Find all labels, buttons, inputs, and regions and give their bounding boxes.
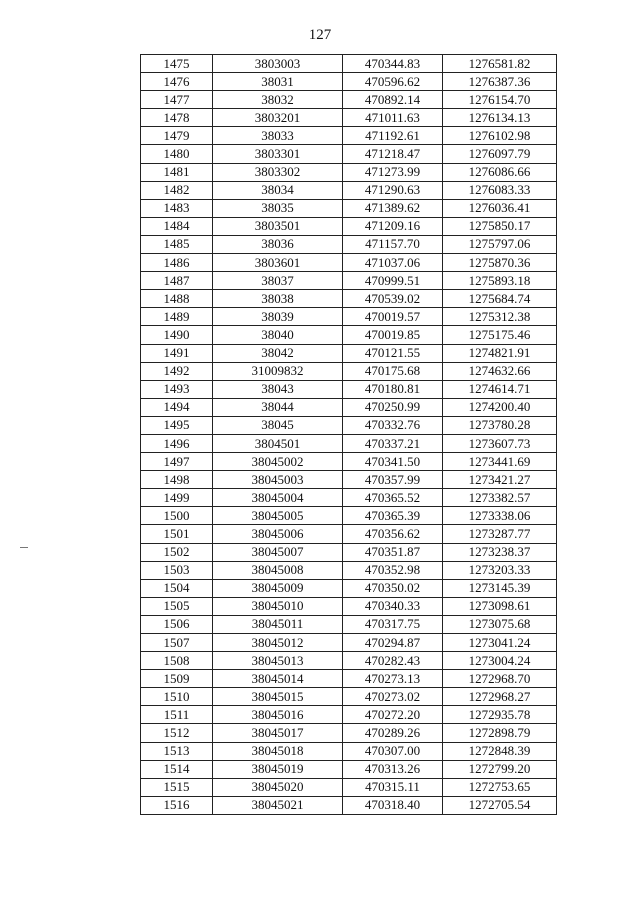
y-coordinate-cell: 1273780.28: [443, 416, 557, 434]
y-coordinate-cell: 1276387.36: [443, 73, 557, 91]
point-id-cell: 38045013: [213, 652, 343, 670]
point-number-cell: 1516: [141, 796, 213, 814]
table-row: [141, 706, 557, 724]
point-number-cell: 1486: [141, 254, 213, 272]
point-number-cell: 1478: [141, 109, 213, 127]
point-number-cell: 1495: [141, 416, 213, 434]
point-id-cell: 38045020: [213, 778, 343, 796]
table-row: [141, 670, 557, 688]
x-coordinate-cell: 470175.68: [343, 362, 443, 380]
table-row: [141, 91, 557, 109]
point-id-cell: 38035: [213, 199, 343, 217]
x-coordinate-cell: 470317.75: [343, 615, 443, 633]
table-row: [141, 127, 557, 145]
table-row: [141, 272, 557, 290]
y-coordinate-cell: 1273075.68: [443, 615, 557, 633]
point-number-cell: 1506: [141, 615, 213, 633]
y-coordinate-cell: 1273238.37: [443, 543, 557, 561]
point-number-cell: 1475: [141, 55, 213, 73]
x-coordinate-cell: 470313.26: [343, 760, 443, 778]
point-number-cell: 1497: [141, 453, 213, 471]
table-row: [141, 199, 557, 217]
table-row: [141, 308, 557, 326]
point-id-cell: 3803003: [213, 55, 343, 73]
point-id-cell: 38034: [213, 181, 343, 199]
x-coordinate-cell: 470318.40: [343, 796, 443, 814]
y-coordinate-cell: 1273145.39: [443, 579, 557, 597]
y-coordinate-cell: 1273098.61: [443, 597, 557, 615]
table-row: [141, 434, 557, 452]
coordinates-table: [140, 54, 557, 815]
point-id-cell: 38045018: [213, 742, 343, 760]
x-coordinate-cell: 470019.57: [343, 308, 443, 326]
margin-mark: [20, 547, 28, 548]
x-coordinate-cell: 470596.62: [343, 73, 443, 91]
point-number-cell: 1505: [141, 597, 213, 615]
x-coordinate-cell: 470356.62: [343, 525, 443, 543]
y-coordinate-cell: 1274200.40: [443, 398, 557, 416]
x-coordinate-cell: 470357.99: [343, 471, 443, 489]
point-number-cell: 1492: [141, 362, 213, 380]
point-id-cell: 38045017: [213, 724, 343, 742]
table-row: [141, 109, 557, 127]
x-coordinate-cell: 471192.61: [343, 127, 443, 145]
point-number-cell: 1487: [141, 272, 213, 290]
y-coordinate-cell: 1272898.79: [443, 724, 557, 742]
y-coordinate-cell: 1273382.57: [443, 489, 557, 507]
y-coordinate-cell: 1276581.82: [443, 55, 557, 73]
x-coordinate-cell: 470180.81: [343, 380, 443, 398]
x-coordinate-cell: 470365.52: [343, 489, 443, 507]
table-row: [141, 55, 557, 73]
point-id-cell: 3803501: [213, 217, 343, 235]
y-coordinate-cell: 1272968.27: [443, 688, 557, 706]
y-coordinate-cell: 1276097.79: [443, 145, 557, 163]
point-id-cell: 38040: [213, 326, 343, 344]
table-row: [141, 760, 557, 778]
x-coordinate-cell: 470341.50: [343, 453, 443, 471]
x-coordinate-cell: 470250.99: [343, 398, 443, 416]
y-coordinate-cell: 1275797.06: [443, 235, 557, 253]
table-row: [141, 453, 557, 471]
table-row: [141, 362, 557, 380]
x-coordinate-cell: 471290.63: [343, 181, 443, 199]
x-coordinate-cell: 470273.13: [343, 670, 443, 688]
point-id-cell: 38036: [213, 235, 343, 253]
point-id-cell: 38045006: [213, 525, 343, 543]
y-coordinate-cell: 1273607.73: [443, 434, 557, 452]
y-coordinate-cell: 1272968.70: [443, 670, 557, 688]
table-row: [141, 507, 557, 525]
point-id-cell: 38043: [213, 380, 343, 398]
x-coordinate-cell: 470539.02: [343, 290, 443, 308]
x-coordinate-cell: 471037.06: [343, 254, 443, 272]
point-number-cell: 1491: [141, 344, 213, 362]
point-id-cell: 3804501: [213, 434, 343, 452]
point-number-cell: 1501: [141, 525, 213, 543]
x-coordinate-cell: 470307.00: [343, 742, 443, 760]
table-row: [141, 290, 557, 308]
point-number-cell: 1499: [141, 489, 213, 507]
point-number-cell: 1509: [141, 670, 213, 688]
table-row: [141, 634, 557, 652]
x-coordinate-cell: 470892.14: [343, 91, 443, 109]
point-id-cell: 38045: [213, 416, 343, 434]
x-coordinate-cell: 470340.33: [343, 597, 443, 615]
y-coordinate-cell: 1272753.65: [443, 778, 557, 796]
y-coordinate-cell: 1273287.77: [443, 525, 557, 543]
page-number: 127: [308, 27, 332, 43]
point-number-cell: 1503: [141, 561, 213, 579]
y-coordinate-cell: 1272799.20: [443, 760, 557, 778]
point-number-cell: 1513: [141, 742, 213, 760]
point-number-cell: 1496: [141, 434, 213, 452]
point-number-cell: 1493: [141, 380, 213, 398]
point-id-cell: 38045010: [213, 597, 343, 615]
y-coordinate-cell: 1275684.74: [443, 290, 557, 308]
point-number-cell: 1480: [141, 145, 213, 163]
x-coordinate-cell: 471157.70: [343, 235, 443, 253]
table-row: [141, 380, 557, 398]
x-coordinate-cell: 470352.98: [343, 561, 443, 579]
point-number-cell: 1502: [141, 543, 213, 561]
point-id-cell: 38045008: [213, 561, 343, 579]
table-row: [141, 145, 557, 163]
point-id-cell: 38045007: [213, 543, 343, 561]
point-id-cell: 38045004: [213, 489, 343, 507]
point-number-cell: 1504: [141, 579, 213, 597]
y-coordinate-cell: 1273203.33: [443, 561, 557, 579]
point-id-cell: 38045015: [213, 688, 343, 706]
y-coordinate-cell: 1273421.27: [443, 471, 557, 489]
point-number-cell: 1494: [141, 398, 213, 416]
point-id-cell: 38032: [213, 91, 343, 109]
table-row: [141, 416, 557, 434]
point-id-cell: 38045019: [213, 760, 343, 778]
x-coordinate-cell: 470019.85: [343, 326, 443, 344]
point-id-cell: 38039: [213, 308, 343, 326]
point-id-cell: 31009832: [213, 362, 343, 380]
table-row: [141, 489, 557, 507]
point-number-cell: 1483: [141, 199, 213, 217]
table-row: [141, 742, 557, 760]
y-coordinate-cell: 1273004.24: [443, 652, 557, 670]
point-id-cell: 38045021: [213, 796, 343, 814]
point-number-cell: 1507: [141, 634, 213, 652]
table-row: [141, 597, 557, 615]
point-id-cell: 38042: [213, 344, 343, 362]
x-coordinate-cell: 470351.87: [343, 543, 443, 561]
point-id-cell: 3803301: [213, 145, 343, 163]
table-row: [141, 579, 557, 597]
y-coordinate-cell: 1275312.38: [443, 308, 557, 326]
point-number-cell: 1498: [141, 471, 213, 489]
y-coordinate-cell: 1276134.13: [443, 109, 557, 127]
table-row: [141, 652, 557, 670]
x-coordinate-cell: 471218.47: [343, 145, 443, 163]
table-row: [141, 471, 557, 489]
y-coordinate-cell: 1272935.78: [443, 706, 557, 724]
y-coordinate-cell: 1272705.54: [443, 796, 557, 814]
table-row: [141, 181, 557, 199]
point-id-cell: 38045012: [213, 634, 343, 652]
y-coordinate-cell: 1275870.36: [443, 254, 557, 272]
y-coordinate-cell: 1274821.91: [443, 344, 557, 362]
x-coordinate-cell: 470294.87: [343, 634, 443, 652]
y-coordinate-cell: 1274632.66: [443, 362, 557, 380]
x-coordinate-cell: 471389.62: [343, 199, 443, 217]
x-coordinate-cell: 470289.26: [343, 724, 443, 742]
y-coordinate-cell: 1276086.66: [443, 163, 557, 181]
point-number-cell: 1490: [141, 326, 213, 344]
table-row: [141, 398, 557, 416]
y-coordinate-cell: 1273441.69: [443, 453, 557, 471]
table-row: [141, 778, 557, 796]
point-id-cell: 38044: [213, 398, 343, 416]
coordinates-table-body: [141, 55, 557, 815]
point-number-cell: 1514: [141, 760, 213, 778]
table-row: [141, 326, 557, 344]
x-coordinate-cell: 470344.83: [343, 55, 443, 73]
point-number-cell: 1515: [141, 778, 213, 796]
point-number-cell: 1479: [141, 127, 213, 145]
point-number-cell: 1481: [141, 163, 213, 181]
point-id-cell: 38045005: [213, 507, 343, 525]
y-coordinate-cell: 1276083.33: [443, 181, 557, 199]
y-coordinate-cell: 1274614.71: [443, 380, 557, 398]
point-id-cell: 38045009: [213, 579, 343, 597]
point-id-cell: 3803302: [213, 163, 343, 181]
x-coordinate-cell: 470121.55: [343, 344, 443, 362]
x-coordinate-cell: 470999.51: [343, 272, 443, 290]
x-coordinate-cell: 471273.99: [343, 163, 443, 181]
table-row: [141, 217, 557, 235]
table-row: [141, 525, 557, 543]
y-coordinate-cell: 1272848.39: [443, 742, 557, 760]
y-coordinate-cell: 1273338.06: [443, 507, 557, 525]
x-coordinate-cell: 471011.63: [343, 109, 443, 127]
x-coordinate-cell: 470332.76: [343, 416, 443, 434]
y-coordinate-cell: 1275893.18: [443, 272, 557, 290]
point-number-cell: 1488: [141, 290, 213, 308]
point-id-cell: 38045002: [213, 453, 343, 471]
table-row: [141, 73, 557, 91]
table-row: [141, 254, 557, 272]
point-id-cell: 38045014: [213, 670, 343, 688]
point-id-cell: 38031: [213, 73, 343, 91]
point-id-cell: 38045011: [213, 615, 343, 633]
x-coordinate-cell: 471209.16: [343, 217, 443, 235]
y-coordinate-cell: 1273041.24: [443, 634, 557, 652]
table-row: [141, 163, 557, 181]
table-row: [141, 688, 557, 706]
point-number-cell: 1512: [141, 724, 213, 742]
x-coordinate-cell: 470273.02: [343, 688, 443, 706]
y-coordinate-cell: 1276154.70: [443, 91, 557, 109]
table-row: [141, 724, 557, 742]
y-coordinate-cell: 1275850.17: [443, 217, 557, 235]
x-coordinate-cell: 470365.39: [343, 507, 443, 525]
point-id-cell: 38045003: [213, 471, 343, 489]
point-id-cell: 38038: [213, 290, 343, 308]
point-number-cell: 1489: [141, 308, 213, 326]
point-id-cell: 38033: [213, 127, 343, 145]
table-row: [141, 344, 557, 362]
point-number-cell: 1510: [141, 688, 213, 706]
x-coordinate-cell: 470272.20: [343, 706, 443, 724]
point-number-cell: 1477: [141, 91, 213, 109]
x-coordinate-cell: 470350.02: [343, 579, 443, 597]
point-number-cell: 1476: [141, 73, 213, 91]
x-coordinate-cell: 470337.21: [343, 434, 443, 452]
point-number-cell: 1511: [141, 706, 213, 724]
table-row: [141, 543, 557, 561]
point-number-cell: 1482: [141, 181, 213, 199]
point-id-cell: 38045016: [213, 706, 343, 724]
point-number-cell: 1500: [141, 507, 213, 525]
table-row: [141, 615, 557, 633]
point-id-cell: 3803201: [213, 109, 343, 127]
y-coordinate-cell: 1275175.46: [443, 326, 557, 344]
point-id-cell: 38037: [213, 272, 343, 290]
point-number-cell: 1485: [141, 235, 213, 253]
point-number-cell: 1508: [141, 652, 213, 670]
y-coordinate-cell: 1276036.41: [443, 199, 557, 217]
y-coordinate-cell: 1276102.98: [443, 127, 557, 145]
x-coordinate-cell: 470315.11: [343, 778, 443, 796]
point-number-cell: 1484: [141, 217, 213, 235]
point-id-cell: 3803601: [213, 254, 343, 272]
table-row: [141, 235, 557, 253]
table-row: [141, 561, 557, 579]
table-row: [141, 796, 557, 814]
x-coordinate-cell: 470282.43: [343, 652, 443, 670]
